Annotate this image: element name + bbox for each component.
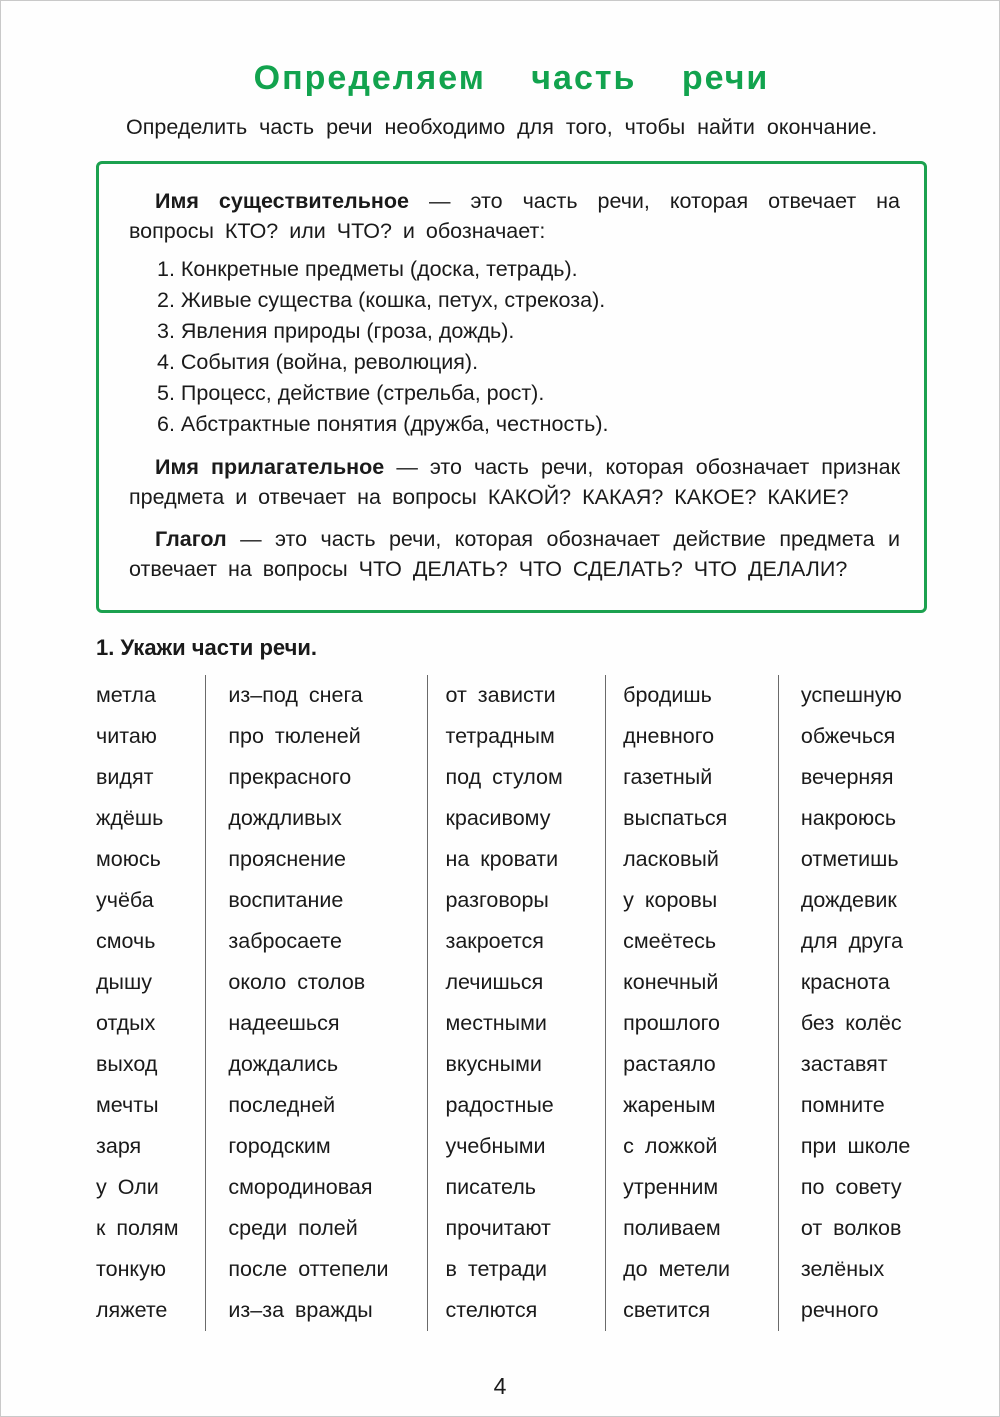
word-cell: вечерняя [800, 765, 894, 789]
word-cell: речного [800, 1298, 879, 1322]
word-cell: местными [445, 1011, 547, 1035]
word-cell: дневного [623, 724, 715, 748]
word-cell: успешную [800, 683, 902, 707]
word-cell: от волков [800, 1216, 902, 1240]
word-cell: жареным [623, 1093, 716, 1117]
rules-box [96, 161, 927, 613]
noun-meaning-item: 2. Живые существа (кошка, петух, стрекоза). [157, 288, 606, 312]
page-title: Определяем часть речи [253, 59, 770, 97]
word-cell: прекрасного [228, 765, 352, 789]
word-cell: поливаем [623, 1216, 721, 1240]
word-cell: прояснение [228, 847, 347, 871]
word-cell: под стулом [445, 765, 563, 789]
word-column-3 [428, 675, 606, 1331]
word-cell: бродишь [623, 683, 712, 707]
word-cell: радостные [445, 1093, 554, 1117]
word-cell: до метели [623, 1257, 731, 1281]
word-cell: для друга [800, 929, 903, 953]
word-cell: надеешься [228, 1011, 340, 1035]
intro-paragraph: Определить часть речи необходимо для того, чтобы найти окончание. [126, 115, 878, 139]
exercise-title: 1. Укажи части речи. [96, 635, 317, 660]
word-cell: ляжете [96, 1298, 168, 1322]
word-cell: растаяло [623, 1052, 716, 1076]
word-cell: разговоры [445, 888, 549, 912]
word-column-5 [779, 675, 927, 1331]
word-column-1 [96, 675, 206, 1331]
rule-verb-text: — это часть речи, которая обозначает действие предмета и отвечает на вопросы ЧТО ДЕЛАТЬ? ЧТО СДЕЛАТЬ? ЧТО ДЕЛАЛИ? [129, 527, 900, 581]
word-cell: выспаться [623, 806, 728, 830]
word-cell: на кровати [445, 847, 559, 871]
word-cell: отдых [96, 1011, 156, 1035]
page-content [1, 1, 999, 1331]
word-cell: лечишься [445, 970, 544, 994]
word-cell: метла [96, 683, 156, 707]
rule-noun-term: Имя существительное [155, 189, 409, 213]
word-cell: среди полей [228, 1216, 358, 1240]
page-number: 4 [493, 1373, 507, 1399]
word-cell: мечты [96, 1093, 159, 1117]
word-cell: зелёных [800, 1257, 885, 1281]
word-cell: прошлого [623, 1011, 721, 1035]
word-cell: при школе [800, 1134, 911, 1158]
noun-meanings-list [129, 254, 900, 440]
rule-adjective-term: Имя прилагательное [155, 455, 385, 479]
word-cell: у коровы [623, 888, 718, 912]
word-cell: забросаете [228, 929, 342, 953]
word-cell: прочитают [445, 1216, 551, 1240]
word-cell: учебными [445, 1134, 546, 1158]
word-cell: тетрадным [445, 724, 555, 748]
noun-meaning-item: 1. Конкретные предметы (доска, тетрадь). [157, 257, 578, 281]
word-cell: от зависти [445, 683, 556, 707]
word-column-2 [206, 675, 428, 1331]
word-cell: красивому [445, 806, 551, 830]
noun-meaning-item: 5. Процесс, действие (стрельба, рост). [157, 381, 545, 405]
word-cell: накроюсь [800, 806, 897, 830]
rule-noun [129, 186, 900, 246]
word-cell: смородиновая [228, 1175, 373, 1199]
word-cell: учёба [96, 888, 154, 912]
word-cell: тонкую [96, 1257, 166, 1281]
word-cell: по совету [800, 1175, 902, 1199]
word-cell: дождливых [228, 806, 342, 830]
word-cell: после оттепели [228, 1257, 389, 1281]
word-cell: без колёс [800, 1011, 902, 1035]
word-cell: светится [623, 1298, 711, 1322]
word-cell: газетный [623, 765, 713, 789]
rule-adjective [129, 452, 900, 512]
rule-verb [129, 524, 900, 584]
word-cell: читаю [96, 724, 157, 748]
word-cell: дождались [228, 1052, 339, 1076]
word-cell: ласковый [623, 847, 719, 871]
word-cell: про тюленей [228, 724, 361, 748]
word-cell: городским [228, 1134, 331, 1158]
noun-meaning-item: 4. События (война, революция). [157, 350, 479, 374]
noun-meaning-item: 6. Абстрактные понятия (дружба, честность). [157, 412, 609, 436]
word-cell: дождевик [800, 888, 897, 912]
word-table [96, 675, 927, 1331]
word-cell: обжечься [800, 724, 896, 748]
rule-verb-term: Глагол [155, 527, 227, 551]
word-cell: конечный [623, 970, 719, 994]
word-cell: смочь [96, 929, 156, 953]
word-cell: заря [96, 1134, 142, 1158]
word-cell: стелются [445, 1298, 538, 1322]
word-cell: в тетради [445, 1257, 548, 1281]
word-cell: моюсь [96, 847, 161, 871]
word-cell: воспитание [228, 888, 344, 912]
word-cell: помните [800, 1093, 885, 1117]
word-cell: из–под снега [228, 683, 363, 707]
word-cell: из–за вражды [228, 1298, 373, 1322]
rule-noun-text: — это часть речи, которая отвечает на вопросы КТО? или ЧТО? и обозначает: [129, 189, 900, 243]
word-cell: к полям [96, 1216, 179, 1240]
word-cell: закроется [445, 929, 544, 953]
word-cell: видят [96, 765, 154, 789]
word-cell: краснота [800, 970, 890, 994]
word-cell: заставят [800, 1052, 888, 1076]
noun-meaning-item: 3. Явления природы (гроза, дождь). [157, 319, 515, 343]
word-cell: выход [96, 1052, 158, 1076]
word-column-4 [606, 675, 779, 1331]
word-cell: у Оли [96, 1175, 159, 1199]
word-cell: последней [228, 1093, 336, 1117]
word-cell: с ложкой [623, 1134, 718, 1158]
word-cell: смеётесь [623, 929, 717, 953]
word-cell: писатель [445, 1175, 536, 1199]
word-cell: дышу [96, 970, 152, 994]
word-cell: вкусными [445, 1052, 542, 1076]
word-cell: ждёшь [96, 806, 164, 830]
word-cell: около столов [228, 970, 366, 994]
word-cell: отметишь [800, 847, 899, 871]
word-cell: утренним [623, 1175, 719, 1199]
rule-adjective-text: — это часть речи, которая обозначает признак предмета и отвечает на вопросы КАКОЙ? КАКАЯ? КАКОЕ? КАКИЕ? [129, 455, 900, 509]
